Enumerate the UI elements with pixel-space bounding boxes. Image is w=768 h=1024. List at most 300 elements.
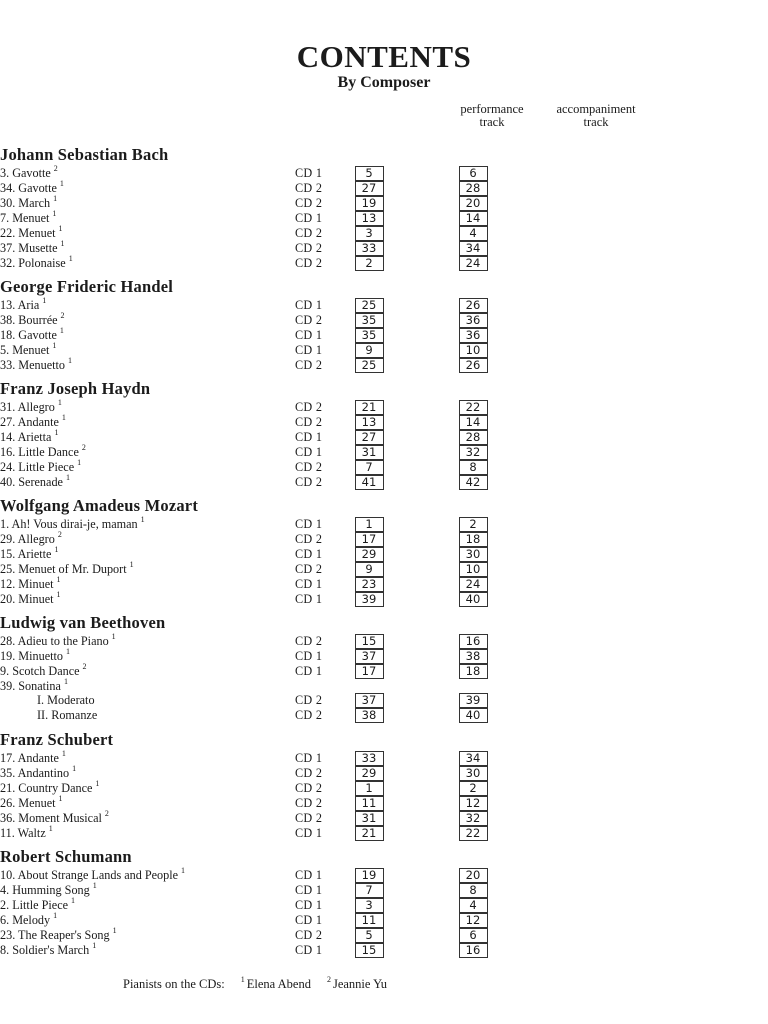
piece-title: 27. Andante bbox=[0, 415, 59, 430]
piece-title-cell bbox=[0, 765, 295, 781]
pianist-footnote-ref: 1 bbox=[59, 326, 64, 335]
piece-title: 38. Bourrée bbox=[0, 313, 58, 328]
performance-track-box bbox=[355, 592, 384, 607]
piece-title: 4. Humming Song bbox=[0, 883, 90, 898]
page-subtitle: By Composer bbox=[337, 74, 431, 91]
accompaniment-track-cell bbox=[443, 826, 503, 841]
accompaniment-track-cell bbox=[443, 211, 503, 226]
performance-header-line2: track bbox=[479, 115, 505, 129]
composer-section bbox=[0, 606, 768, 723]
piece-title: 5. Menuet bbox=[0, 343, 50, 358]
piece-title: 35. Andantino bbox=[0, 766, 70, 781]
piece-title: 13. Aria bbox=[0, 298, 40, 313]
performance-track-box bbox=[355, 415, 384, 430]
accompaniment-track-number: 22 bbox=[465, 825, 481, 840]
performance-track-number: 17 bbox=[361, 663, 377, 678]
piece-title-cell bbox=[0, 591, 295, 607]
performance-track-box bbox=[355, 883, 384, 898]
cd-label: CD 2 bbox=[295, 240, 323, 255]
accompaniment-track-cell bbox=[443, 693, 503, 708]
piece-title-cell bbox=[0, 516, 295, 532]
accompaniment-track-box bbox=[459, 577, 488, 592]
accompaniment-track-cell bbox=[443, 166, 503, 181]
pianist-footnote-ref: 1 bbox=[57, 398, 62, 407]
piece-title: 36. Moment Musical bbox=[0, 811, 102, 826]
cd-label: CD 2 bbox=[295, 693, 323, 707]
pianist-footnote-ref: 1 bbox=[56, 575, 61, 584]
piece-row bbox=[0, 648, 768, 663]
piece-title-cell bbox=[0, 459, 295, 475]
accompaniment-track-number: 8 bbox=[469, 459, 477, 474]
piece-title: 20. Minuet bbox=[0, 592, 54, 607]
cd-label: CD 1 bbox=[295, 165, 323, 180]
performance-track-box bbox=[355, 532, 384, 547]
accompaniment-track-cell bbox=[443, 313, 503, 328]
piece-title: 6. Melody bbox=[0, 913, 51, 928]
performance-track-cell bbox=[339, 868, 399, 883]
performance-track-box bbox=[355, 898, 384, 913]
piece-title-cell bbox=[0, 795, 295, 811]
pianist-footnote-ref: 1 bbox=[71, 896, 76, 905]
cd-label: CD 1 bbox=[295, 210, 323, 225]
cd-label: CD 1 bbox=[295, 663, 323, 678]
piece-title-cell bbox=[0, 678, 295, 694]
accompaniment-track-number: 14 bbox=[465, 414, 481, 429]
cd-label: CD 1 bbox=[295, 912, 323, 927]
accompaniment-track-cell bbox=[443, 781, 503, 796]
pianist-footnote-ref: 1 bbox=[52, 341, 57, 350]
piece-title-cell bbox=[0, 810, 295, 826]
piece-row bbox=[0, 414, 768, 429]
performance-track-cell bbox=[339, 532, 399, 547]
accompaniment-track-cell bbox=[443, 943, 503, 958]
performance-track-cell bbox=[339, 196, 399, 211]
piece-title-cell bbox=[0, 942, 295, 958]
accompaniment-track-number: 38 bbox=[465, 648, 481, 663]
cd-label: CD 1 bbox=[295, 576, 323, 591]
accompaniment-track-cell bbox=[443, 517, 503, 532]
accompaniment-track-number: 6 bbox=[469, 165, 477, 180]
piece-row bbox=[0, 561, 768, 576]
piece-title-cell bbox=[0, 312, 295, 328]
accompaniment-track-number: 22 bbox=[465, 399, 481, 414]
performance-track-number: 33 bbox=[361, 240, 377, 255]
accompaniment-track-number: 4 bbox=[469, 225, 477, 240]
accompaniment-track-box bbox=[459, 943, 488, 958]
pianist-footnote-ref: 1 bbox=[68, 254, 73, 263]
accompaniment-track-cell bbox=[443, 898, 503, 913]
performance-track-cell bbox=[339, 517, 399, 532]
piece-row bbox=[0, 765, 768, 780]
cd-label: CD 1 bbox=[295, 429, 323, 444]
performance-track-number: 39 bbox=[361, 591, 377, 606]
performance-track-box bbox=[355, 577, 384, 592]
piece-title: 29. Allegro bbox=[0, 532, 55, 547]
accompaniment-track-cell bbox=[443, 256, 503, 271]
performance-track-cell bbox=[339, 664, 399, 679]
performance-track-cell bbox=[339, 751, 399, 766]
accompaniment-track-number: 28 bbox=[465, 180, 481, 195]
accompaniment-track-box bbox=[459, 517, 488, 532]
performance-track-box bbox=[355, 943, 384, 958]
piece-rows bbox=[0, 297, 768, 372]
piece-title-cell bbox=[0, 195, 295, 211]
pianist-footnote-ref: 1 bbox=[129, 560, 134, 569]
performance-track-number: 25 bbox=[361, 357, 377, 372]
cd-label: CD 2 bbox=[295, 531, 323, 546]
performance-track-box bbox=[355, 868, 384, 883]
accompaniment-track-cell bbox=[443, 913, 503, 928]
composer-heading: Franz Schubert bbox=[0, 730, 114, 749]
performance-track-cell bbox=[339, 211, 399, 226]
accompaniment-header-line2: track bbox=[583, 115, 609, 129]
performance-track-cell bbox=[339, 400, 399, 415]
piece-title: 22. Menuet bbox=[0, 226, 56, 241]
composer-section bbox=[0, 138, 768, 270]
piece-row bbox=[0, 780, 768, 795]
piece-title: 26. Menuet bbox=[0, 796, 56, 811]
performance-track-box bbox=[355, 649, 384, 664]
piece-title-cell bbox=[0, 546, 295, 562]
accompaniment-track-cell bbox=[443, 400, 503, 415]
accompaniment-track-cell bbox=[443, 445, 503, 460]
composer-heading: Robert Schumann bbox=[0, 847, 132, 866]
accompaniment-track-number: 42 bbox=[465, 474, 481, 489]
composer-section bbox=[0, 489, 768, 606]
performance-track-cell bbox=[339, 649, 399, 664]
performance-track-number: 31 bbox=[361, 810, 377, 825]
cd-label: CD 2 bbox=[295, 708, 323, 722]
performance-track-cell bbox=[339, 943, 399, 958]
accompaniment-track-box bbox=[459, 547, 488, 562]
piece-title-cell bbox=[0, 912, 295, 928]
accompaniment-track-cell bbox=[443, 811, 503, 826]
accompaniment-track-box bbox=[459, 298, 488, 313]
performance-track-cell bbox=[339, 811, 399, 826]
piece-title: 39. Sonatina bbox=[0, 679, 61, 694]
performance-track-number: 25 bbox=[361, 297, 377, 312]
accompaniment-track-box bbox=[459, 256, 488, 271]
performance-track-number: 21 bbox=[361, 825, 377, 840]
accompaniment-track-cell bbox=[443, 708, 503, 723]
piece-rows bbox=[0, 516, 768, 606]
piece-row bbox=[0, 750, 768, 765]
piece-title-cell bbox=[0, 357, 295, 373]
performance-track-number: 41 bbox=[361, 474, 377, 489]
performance-track-number: 37 bbox=[361, 693, 377, 707]
performance-track-cell bbox=[339, 343, 399, 358]
accompaniment-track-number: 39 bbox=[465, 693, 481, 707]
accompaniment-track-box bbox=[459, 211, 488, 226]
cd-label: CD 1 bbox=[295, 546, 323, 561]
composer-heading: Wolfgang Amadeus Mozart bbox=[0, 496, 199, 515]
piece-rows bbox=[0, 399, 768, 489]
piece-title-cell bbox=[0, 531, 295, 547]
performance-track-cell bbox=[339, 693, 399, 708]
pianist-credit-2 bbox=[327, 977, 387, 991]
accompaniment-track-number: 6 bbox=[469, 927, 477, 942]
piece-title: 34. Gavotte bbox=[0, 181, 57, 196]
piece-title-cell bbox=[0, 297, 295, 313]
accompaniment-track-box bbox=[459, 532, 488, 547]
accompaniment-track-number: 30 bbox=[465, 765, 481, 780]
piece-row bbox=[0, 357, 768, 372]
performance-track-box bbox=[355, 928, 384, 943]
accompaniment-track-box bbox=[459, 166, 488, 181]
performance-track-box bbox=[355, 708, 384, 723]
performance-track-cell bbox=[339, 181, 399, 196]
cd-label: CD 1 bbox=[295, 648, 323, 663]
pianist-footnote-marker-2: 2 bbox=[326, 975, 331, 984]
accompaniment-track-cell bbox=[443, 634, 503, 649]
performance-track-cell bbox=[339, 592, 399, 607]
cd-label: CD 1 bbox=[295, 825, 323, 840]
performance-track-box bbox=[355, 445, 384, 460]
performance-track-cell bbox=[339, 781, 399, 796]
piece-title-cell bbox=[0, 927, 295, 943]
piece-row bbox=[0, 327, 768, 342]
accompaniment-track-box bbox=[459, 898, 488, 913]
performance-track-number: 3 bbox=[365, 897, 373, 912]
piece-row bbox=[0, 399, 768, 414]
piece-title: 32. Polonaise bbox=[0, 256, 66, 271]
piece-row bbox=[0, 297, 768, 312]
pianist-name-1: Elena Abend bbox=[246, 977, 311, 992]
page-title: CONTENTS bbox=[296, 39, 472, 74]
pianist-footnote-ref: 1 bbox=[48, 824, 53, 833]
accompaniment-track-box bbox=[459, 796, 488, 811]
performance-header-line1: performance bbox=[460, 102, 524, 116]
piece-title: 40. Serenade bbox=[0, 475, 63, 490]
performance-track-box bbox=[355, 211, 384, 226]
accompaniment-track-cell bbox=[443, 475, 503, 490]
accompaniment-track-box bbox=[459, 328, 488, 343]
pianist-footnote-ref: 1 bbox=[111, 632, 116, 641]
accompaniment-track-cell bbox=[443, 577, 503, 592]
pianist-footnote-ref: 1 bbox=[63, 677, 68, 686]
accompaniment-track-cell bbox=[443, 868, 503, 883]
accompaniment-track-box bbox=[459, 358, 488, 373]
column-header-accompaniment-track bbox=[556, 103, 635, 129]
accompaniment-track-number: 4 bbox=[469, 897, 477, 912]
accompaniment-track-number: 2 bbox=[469, 780, 477, 795]
piece-title: I. Moderato bbox=[37, 693, 95, 707]
accompaniment-track-cell bbox=[443, 592, 503, 607]
accompaniment-track-cell bbox=[443, 358, 503, 373]
accompaniment-track-box bbox=[459, 562, 488, 577]
performance-track-cell bbox=[339, 796, 399, 811]
pianist-footnote-ref: 1 bbox=[52, 209, 57, 218]
cd-label: CD 2 bbox=[295, 633, 323, 648]
performance-track-cell bbox=[339, 708, 399, 723]
accompaniment-track-number: 30 bbox=[465, 546, 481, 561]
performance-track-number: 1 bbox=[365, 780, 373, 795]
piece-title-cell bbox=[0, 180, 295, 196]
accompaniment-track-number: 18 bbox=[465, 663, 481, 678]
accompaniment-track-box bbox=[459, 883, 488, 898]
piece-title-cell bbox=[0, 750, 295, 766]
accompaniment-track-box bbox=[459, 313, 488, 328]
performance-track-cell bbox=[339, 166, 399, 181]
accompaniment-track-number: 18 bbox=[465, 531, 481, 546]
piece-row bbox=[0, 312, 768, 327]
performance-track-box bbox=[355, 343, 384, 358]
performance-track-number: 15 bbox=[361, 633, 377, 648]
piece-title-cell bbox=[0, 474, 295, 490]
accompaniment-track-box bbox=[459, 868, 488, 883]
cd-label: CD 1 bbox=[295, 882, 323, 897]
performance-track-box bbox=[355, 226, 384, 241]
piece-title-cell bbox=[0, 693, 295, 708]
performance-track-number: 21 bbox=[361, 399, 377, 414]
performance-track-box bbox=[355, 328, 384, 343]
accompaniment-track-box bbox=[459, 913, 488, 928]
cd-label: CD 2 bbox=[295, 561, 323, 576]
performance-track-number: 9 bbox=[365, 561, 373, 576]
piece-row bbox=[0, 882, 768, 897]
piece-row bbox=[0, 195, 768, 210]
pianist-footnote-ref: 1 bbox=[58, 224, 63, 233]
accompaniment-track-box bbox=[459, 649, 488, 664]
piece-title: 15. Ariette bbox=[0, 547, 52, 562]
performance-track-cell bbox=[339, 328, 399, 343]
performance-track-cell bbox=[339, 256, 399, 271]
accompaniment-track-box bbox=[459, 196, 488, 211]
piece-row bbox=[0, 444, 768, 459]
performance-track-cell bbox=[339, 358, 399, 373]
performance-track-number: 27 bbox=[361, 180, 377, 195]
performance-track-box bbox=[355, 693, 384, 708]
pianist-footnote-ref: 1 bbox=[61, 413, 66, 422]
accompaniment-track-cell bbox=[443, 415, 503, 430]
performance-track-number: 35 bbox=[361, 327, 377, 342]
piece-title: 12. Minuet bbox=[0, 577, 54, 592]
cd-label: CD 2 bbox=[295, 312, 323, 327]
piece-title: 17. Andante bbox=[0, 751, 59, 766]
pianist-footnote-ref: 1 bbox=[61, 749, 66, 758]
pianist-footnote-ref: 2 bbox=[60, 311, 65, 320]
piece-row bbox=[0, 678, 768, 693]
performance-track-number: 29 bbox=[361, 546, 377, 561]
performance-track-box bbox=[355, 298, 384, 313]
performance-track-cell bbox=[339, 562, 399, 577]
performance-track-cell bbox=[339, 475, 399, 490]
accompaniment-track-cell bbox=[443, 430, 503, 445]
cd-label: CD 2 bbox=[295, 474, 323, 489]
accompaniment-track-cell bbox=[443, 547, 503, 562]
performance-track-cell bbox=[339, 298, 399, 313]
piece-row bbox=[0, 576, 768, 591]
piece-title: 1. Ah! Vous dirai-je, maman bbox=[0, 517, 138, 532]
performance-track-box bbox=[355, 313, 384, 328]
pianist-footnote-ref: 1 bbox=[92, 941, 97, 950]
cd-label: CD 2 bbox=[295, 414, 323, 429]
cd-label: CD 1 bbox=[295, 342, 323, 357]
accompaniment-track-cell bbox=[443, 928, 503, 943]
performance-track-box bbox=[355, 796, 384, 811]
performance-track-number: 7 bbox=[365, 459, 373, 474]
performance-track-box bbox=[355, 664, 384, 679]
piece-row bbox=[0, 531, 768, 546]
piece-title: 16. Little Dance bbox=[0, 445, 79, 460]
accompaniment-track-box bbox=[459, 475, 488, 490]
piece-title: 3. Gavotte bbox=[0, 166, 51, 181]
accompaniment-track-number: 26 bbox=[465, 357, 481, 372]
performance-track-number: 31 bbox=[361, 444, 377, 459]
performance-track-box bbox=[355, 430, 384, 445]
performance-track-number: 7 bbox=[365, 882, 373, 897]
performance-track-box bbox=[355, 241, 384, 256]
accompaniment-track-cell bbox=[443, 649, 503, 664]
cd-label: CD 1 bbox=[295, 897, 323, 912]
piece-title-cell bbox=[0, 240, 295, 256]
pianist-footnote-ref: 1 bbox=[59, 179, 64, 188]
pianist-footnote-marker-1: 1 bbox=[240, 975, 245, 984]
cd-label: CD 2 bbox=[295, 459, 323, 474]
performance-track-number: 11 bbox=[361, 912, 377, 927]
piece-title-cell bbox=[0, 708, 295, 723]
accompaniment-track-number: 34 bbox=[465, 750, 481, 765]
pianist-footnote-ref: 1 bbox=[65, 647, 70, 656]
piece-title: 24. Little Piece bbox=[0, 460, 75, 475]
piece-title: 10. About Strange Lands and People bbox=[0, 868, 179, 883]
performance-track-number: 37 bbox=[361, 648, 377, 663]
piece-title-cell bbox=[0, 648, 295, 664]
performance-track-number: 13 bbox=[361, 210, 377, 225]
sections-list bbox=[0, 138, 768, 957]
performance-track-cell bbox=[339, 241, 399, 256]
piece-row bbox=[0, 708, 768, 723]
piece-title-cell bbox=[0, 867, 295, 883]
performance-track-cell bbox=[339, 313, 399, 328]
accompaniment-track-box bbox=[459, 445, 488, 460]
accompaniment-track-box bbox=[459, 708, 488, 723]
accompaniment-track-box bbox=[459, 751, 488, 766]
accompaniment-track-box bbox=[459, 928, 488, 943]
column-header-performance-track bbox=[460, 103, 523, 129]
piece-title: 23. The Reaper's Song bbox=[0, 928, 110, 943]
piece-title: 14. Arietta bbox=[0, 430, 52, 445]
pianist-footnote-ref: 1 bbox=[92, 881, 97, 890]
accompaniment-track-number: 20 bbox=[465, 867, 481, 882]
cd-label: CD 1 bbox=[295, 516, 323, 531]
piece-title: 18. Gavotte bbox=[0, 328, 57, 343]
piece-title: 28. Adieu to the Piano bbox=[0, 634, 109, 649]
performance-track-number: 23 bbox=[361, 576, 377, 591]
composer-section bbox=[0, 723, 768, 840]
pianist-footnote-ref: 1 bbox=[53, 911, 58, 920]
piece-title-cell bbox=[0, 327, 295, 343]
piece-row bbox=[0, 180, 768, 195]
performance-track-number: 38 bbox=[361, 708, 377, 722]
piece-row bbox=[0, 927, 768, 942]
piece-title-cell bbox=[0, 897, 295, 913]
piece-rows bbox=[0, 867, 768, 957]
piece-row bbox=[0, 516, 768, 531]
cd-label: CD 1 bbox=[295, 591, 323, 606]
accompaniment-track-number: 36 bbox=[465, 327, 481, 342]
piece-title: 21. Country Dance bbox=[0, 781, 93, 796]
cd-label: CD 2 bbox=[295, 399, 323, 414]
pianist-footnote-ref: 1 bbox=[77, 458, 82, 467]
piece-row bbox=[0, 795, 768, 810]
accompaniment-track-cell bbox=[443, 328, 503, 343]
performance-track-cell bbox=[339, 460, 399, 475]
cd-label: CD 2 bbox=[295, 195, 323, 210]
accompaniment-track-box bbox=[459, 241, 488, 256]
pianist-credit-1 bbox=[241, 977, 311, 991]
piece-title-cell bbox=[0, 561, 295, 577]
